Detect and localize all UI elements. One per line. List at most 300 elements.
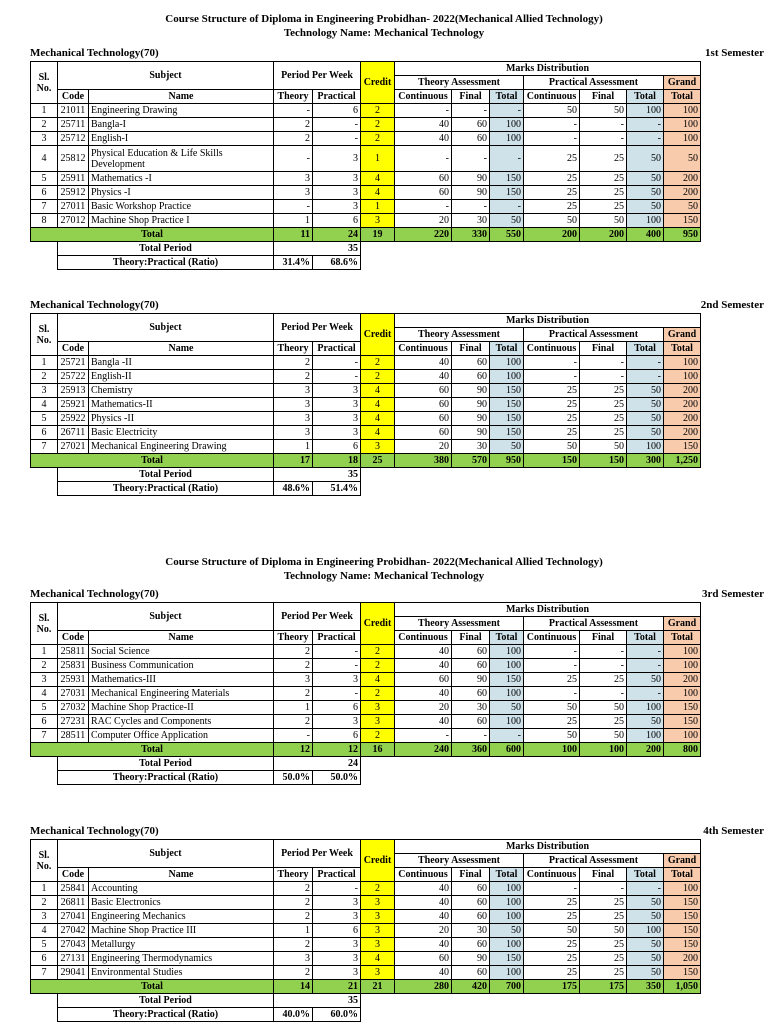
cell-tt: 50 xyxy=(490,214,524,228)
grand-total-header: Total xyxy=(664,868,701,882)
theory-assessment-header: Theory Assessment xyxy=(395,854,524,868)
cell-tf: 30 xyxy=(452,214,490,228)
course-row xyxy=(31,938,701,952)
ratio-label: Theory:Practical (Ratio) xyxy=(58,482,274,496)
cell-tt: 150 xyxy=(490,673,524,687)
cell-tt: - xyxy=(490,729,524,743)
course-name: Physical Education & Life Skills Development xyxy=(89,146,274,172)
cell-pf: 25 xyxy=(580,384,627,398)
course-code: 29041 xyxy=(58,966,89,980)
semester-name: 3rd Semester xyxy=(701,588,764,600)
cell-pr: 6 xyxy=(313,701,361,715)
theory-assessment-header: Theory Assessment xyxy=(395,328,524,342)
theory-total-header: Total xyxy=(490,342,524,356)
total-th: 12 xyxy=(274,743,313,757)
cell-tc: 40 xyxy=(395,356,452,370)
cell-tf: 60 xyxy=(452,882,490,896)
course-code: 27043 xyxy=(58,938,89,952)
period-per-week-header: Period Per Week xyxy=(274,314,361,342)
cell-cr: 4 xyxy=(361,398,395,412)
cell-pc: - xyxy=(524,687,580,701)
course-row xyxy=(31,200,701,214)
subject-header: Subject xyxy=(58,62,274,90)
cell-tc: 60 xyxy=(395,673,452,687)
cell-gt: 50 xyxy=(664,200,701,214)
cell-pr: 6 xyxy=(313,104,361,118)
program-name: Mechanical Technology(70) xyxy=(30,825,159,837)
total-tt: 950 xyxy=(490,454,524,468)
cell-pt: - xyxy=(627,659,664,673)
cell-pt: 50 xyxy=(627,186,664,200)
cell-pr: - xyxy=(313,356,361,370)
cell-tc: 40 xyxy=(395,132,452,146)
total-gt: 950 xyxy=(664,228,701,242)
ratio-practical: 68.6% xyxy=(313,256,361,270)
cell-pt: 50 xyxy=(627,966,664,980)
subject-header: Subject xyxy=(58,603,274,631)
cell-pr: 3 xyxy=(313,172,361,186)
cell-th: - xyxy=(274,200,313,214)
theory-period-header: Theory xyxy=(274,868,313,882)
total-tc: 220 xyxy=(395,228,452,242)
cell-cr: 3 xyxy=(361,938,395,952)
cell-gt: 50 xyxy=(664,146,701,172)
course-name: English-I xyxy=(89,132,274,146)
cell-pt: 100 xyxy=(627,214,664,228)
cell-pt: - xyxy=(627,118,664,132)
cell-pc: 25 xyxy=(524,426,580,440)
cell-tc: 60 xyxy=(395,412,452,426)
practical-continuous-header: Continuous xyxy=(524,868,580,882)
cell-tf: 60 xyxy=(452,132,490,146)
course-row xyxy=(31,715,701,729)
row-serial: 6 xyxy=(31,426,58,440)
cell-th: 2 xyxy=(274,687,313,701)
cell-cr: 2 xyxy=(361,645,395,659)
course-name: Metallurgy xyxy=(89,938,274,952)
cell-pf: 25 xyxy=(580,938,627,952)
practical-period-header: Practical xyxy=(313,868,361,882)
cell-gt: 200 xyxy=(664,384,701,398)
practical-total-header: Total xyxy=(627,868,664,882)
practical-continuous-header: Continuous xyxy=(524,631,580,645)
total-period-label: Total Period xyxy=(58,757,274,771)
cell-th: 2 xyxy=(274,645,313,659)
cell-cr: 4 xyxy=(361,673,395,687)
credit-header: Credit xyxy=(361,840,395,882)
cell-tt: 150 xyxy=(490,186,524,200)
cell-gt: 100 xyxy=(664,132,701,146)
cell-pf: 25 xyxy=(580,910,627,924)
cell-tc: 40 xyxy=(395,966,452,980)
course-row xyxy=(31,966,701,980)
course-row xyxy=(31,426,701,440)
course-code: 27021 xyxy=(58,440,89,454)
course-name: Chemistry xyxy=(89,384,274,398)
cell-cr: 3 xyxy=(361,924,395,938)
cell-tc: 40 xyxy=(395,370,452,384)
cell-gt: 200 xyxy=(664,426,701,440)
total-row xyxy=(31,743,701,757)
cell-cr: 2 xyxy=(361,687,395,701)
code-header: Code xyxy=(58,631,89,645)
course-name: Basic Electronics xyxy=(89,896,274,910)
cell-gt: 200 xyxy=(664,172,701,186)
cell-pr: 3 xyxy=(313,910,361,924)
cell-tf: 60 xyxy=(452,896,490,910)
cell-pf: 25 xyxy=(580,952,627,966)
cell-gt: 150 xyxy=(664,966,701,980)
cell-tt: 100 xyxy=(490,715,524,729)
practical-assessment-header: Practical Assessment xyxy=(524,76,664,90)
course-name: Mathematics-III xyxy=(89,673,274,687)
cell-tc: 60 xyxy=(395,426,452,440)
cell-tt: 100 xyxy=(490,882,524,896)
cell-gt: 100 xyxy=(664,645,701,659)
cell-cr: 2 xyxy=(361,729,395,743)
row-serial: 2 xyxy=(31,370,58,384)
spacer xyxy=(31,468,58,482)
cell-pc: 50 xyxy=(524,214,580,228)
cell-pc: 50 xyxy=(524,104,580,118)
total-tt: 550 xyxy=(490,228,524,242)
total-period-value: 35 xyxy=(274,468,361,482)
course-name: Accounting xyxy=(89,882,274,896)
course-name: Machine Shop Practice-II xyxy=(89,701,274,715)
total-cr: 19 xyxy=(361,228,395,242)
cell-gt: 100 xyxy=(664,370,701,384)
cell-th: 2 xyxy=(274,356,313,370)
cell-tc: 40 xyxy=(395,882,452,896)
total-pc: 150 xyxy=(524,454,580,468)
cell-tf: 60 xyxy=(452,356,490,370)
cell-cr: 3 xyxy=(361,910,395,924)
course-code: 25931 xyxy=(58,673,89,687)
cell-pt: - xyxy=(627,882,664,896)
theory-final-header: Final xyxy=(452,631,490,645)
cell-pf: 25 xyxy=(580,412,627,426)
course-code: 28511 xyxy=(58,729,89,743)
cell-pf: 25 xyxy=(580,715,627,729)
grand-total-header: Total xyxy=(664,631,701,645)
cell-tt: - xyxy=(490,200,524,214)
cell-tf: 90 xyxy=(452,186,490,200)
cell-th: 2 xyxy=(274,715,313,729)
cell-pc: 50 xyxy=(524,701,580,715)
cell-th: 2 xyxy=(274,132,313,146)
row-serial: 2 xyxy=(31,659,58,673)
spacer xyxy=(361,468,701,482)
marks-distribution-header: Marks Distribution xyxy=(395,62,701,76)
cell-pt: 50 xyxy=(627,412,664,426)
cell-pt: 50 xyxy=(627,172,664,186)
course-code: 26711 xyxy=(58,426,89,440)
cell-pt: 100 xyxy=(627,701,664,715)
cell-pc: 25 xyxy=(524,966,580,980)
cell-tc: 40 xyxy=(395,896,452,910)
theory-total-header: Total xyxy=(490,90,524,104)
cell-pr: 6 xyxy=(313,440,361,454)
row-serial: 6 xyxy=(31,715,58,729)
total-period-row xyxy=(31,468,701,482)
spacer xyxy=(361,994,701,1008)
credit-header: Credit xyxy=(361,314,395,356)
cell-th: 1 xyxy=(274,701,313,715)
cell-th: 3 xyxy=(274,172,313,186)
cell-pt: 100 xyxy=(627,104,664,118)
program-name: Mechanical Technology(70) xyxy=(30,588,159,600)
theory-final-header: Final xyxy=(452,342,490,356)
cell-gt: 200 xyxy=(664,952,701,966)
cell-cr: 1 xyxy=(361,146,395,172)
cell-pt: 100 xyxy=(627,440,664,454)
cell-pr: - xyxy=(313,132,361,146)
semester-heading xyxy=(30,587,764,601)
cell-pt: 50 xyxy=(627,384,664,398)
cell-tc: 60 xyxy=(395,384,452,398)
cell-tf: 90 xyxy=(452,952,490,966)
practical-total-header: Total xyxy=(627,631,664,645)
course-name: Engineering Drawing xyxy=(89,104,274,118)
row-serial: 4 xyxy=(31,146,58,172)
total-label: Total xyxy=(31,454,274,468)
cell-pc: - xyxy=(524,882,580,896)
practical-total-header: Total xyxy=(627,342,664,356)
course-row xyxy=(31,104,701,118)
practical-final-header: Final xyxy=(580,631,627,645)
semester-heading xyxy=(30,46,764,60)
row-serial: 5 xyxy=(31,701,58,715)
course-row xyxy=(31,186,701,200)
cell-th: 2 xyxy=(274,118,313,132)
total-th: 11 xyxy=(274,228,313,242)
course-row xyxy=(31,701,701,715)
total-pf: 100 xyxy=(580,743,627,757)
course-code: 25841 xyxy=(58,882,89,896)
cell-tc: 40 xyxy=(395,687,452,701)
cell-pr: 3 xyxy=(313,673,361,687)
total-pr: 24 xyxy=(313,228,361,242)
row-serial: 3 xyxy=(31,384,58,398)
cell-pr: 3 xyxy=(313,952,361,966)
theory-continuous-header: Continuous xyxy=(395,342,452,356)
spacer xyxy=(361,757,701,771)
cell-pf: 25 xyxy=(580,398,627,412)
grand-header: Grand xyxy=(664,617,701,631)
cell-tf: - xyxy=(452,200,490,214)
course-name: Mathematics-II xyxy=(89,398,274,412)
cell-th: 3 xyxy=(274,426,313,440)
cell-tt: 100 xyxy=(490,132,524,146)
total-tf: 330 xyxy=(452,228,490,242)
period-per-week-header: Period Per Week xyxy=(274,603,361,631)
course-name: Physics -II xyxy=(89,412,274,426)
course-row xyxy=(31,118,701,132)
cell-pt: - xyxy=(627,132,664,146)
cell-pt: 50 xyxy=(627,673,664,687)
cell-th: - xyxy=(274,146,313,172)
course-code: 25913 xyxy=(58,384,89,398)
course-code: 25812 xyxy=(58,146,89,172)
course-code: 25722 xyxy=(58,370,89,384)
cell-tc: 40 xyxy=(395,715,452,729)
total-tt: 700 xyxy=(490,980,524,994)
cell-pc: 25 xyxy=(524,673,580,687)
row-serial: 7 xyxy=(31,729,58,743)
course-code: 26811 xyxy=(58,896,89,910)
cell-th: 2 xyxy=(274,896,313,910)
cell-th: - xyxy=(274,729,313,743)
cell-pc: - xyxy=(524,659,580,673)
cell-pt: 50 xyxy=(627,200,664,214)
course-row xyxy=(31,384,701,398)
total-tc: 380 xyxy=(395,454,452,468)
cell-pr: 3 xyxy=(313,398,361,412)
total-pt: 200 xyxy=(627,743,664,757)
cell-cr: 2 xyxy=(361,882,395,896)
cell-pc: - xyxy=(524,370,580,384)
semester-heading xyxy=(30,824,764,838)
cell-tc: 60 xyxy=(395,398,452,412)
cell-tf: 60 xyxy=(452,118,490,132)
cell-th: 3 xyxy=(274,673,313,687)
total-tf: 420 xyxy=(452,980,490,994)
cell-cr: 2 xyxy=(361,104,395,118)
cell-tt: 50 xyxy=(490,440,524,454)
cell-tc: - xyxy=(395,729,452,743)
cell-th: 2 xyxy=(274,370,313,384)
ratio-label: Theory:Practical (Ratio) xyxy=(58,771,274,785)
total-period-value: 35 xyxy=(274,242,361,256)
ratio-label: Theory:Practical (Ratio) xyxy=(58,1008,274,1022)
spacer xyxy=(361,1008,701,1022)
cell-tt: - xyxy=(490,104,524,118)
course-code: 27012 xyxy=(58,214,89,228)
course-row xyxy=(31,645,701,659)
cell-pf: 25 xyxy=(580,200,627,214)
cell-pr: - xyxy=(313,645,361,659)
spacer xyxy=(31,771,58,785)
total-period-value: 24 xyxy=(274,757,361,771)
cell-pr: - xyxy=(313,882,361,896)
total-pt: 400 xyxy=(627,228,664,242)
cell-pr: - xyxy=(313,370,361,384)
cell-tc: 20 xyxy=(395,701,452,715)
cell-tt: - xyxy=(490,146,524,172)
total-gt: 1,250 xyxy=(664,454,701,468)
cell-th: 2 xyxy=(274,966,313,980)
cell-pt: 50 xyxy=(627,398,664,412)
cell-pr: 3 xyxy=(313,426,361,440)
total-tf: 360 xyxy=(452,743,490,757)
course-code: 27041 xyxy=(58,910,89,924)
row-serial: 2 xyxy=(31,896,58,910)
semester-name: 4th Semester xyxy=(703,825,764,837)
cell-gt: 100 xyxy=(664,687,701,701)
cell-tf: 90 xyxy=(452,426,490,440)
cell-tt: 100 xyxy=(490,966,524,980)
cell-pf: 50 xyxy=(580,701,627,715)
cell-pf: - xyxy=(580,132,627,146)
row-serial: 1 xyxy=(31,356,58,370)
name-header: Name xyxy=(89,90,274,104)
theory-assessment-header: Theory Assessment xyxy=(395,617,524,631)
period-per-week-header: Period Per Week xyxy=(274,62,361,90)
name-header: Name xyxy=(89,868,274,882)
marks-distribution-header: Marks Distribution xyxy=(395,840,701,854)
cell-pr: - xyxy=(313,687,361,701)
cell-pc: 25 xyxy=(524,146,580,172)
cell-pc: 25 xyxy=(524,384,580,398)
theory-period-header: Theory xyxy=(274,342,313,356)
cell-pr: 6 xyxy=(313,924,361,938)
cell-pc: 50 xyxy=(524,729,580,743)
cell-tt: 150 xyxy=(490,398,524,412)
cell-pr: 3 xyxy=(313,896,361,910)
cell-pc: 50 xyxy=(524,924,580,938)
course-name: Mechanical Engineering Drawing xyxy=(89,440,274,454)
cell-th: 2 xyxy=(274,882,313,896)
semester-name: 1st Semester xyxy=(705,47,764,59)
cell-tf: 60 xyxy=(452,370,490,384)
cell-pf: 50 xyxy=(580,214,627,228)
total-row xyxy=(31,980,701,994)
cell-pc: - xyxy=(524,645,580,659)
course-code: 25912 xyxy=(58,186,89,200)
practical-total-header: Total xyxy=(627,90,664,104)
sl-no-header: Sl. No. xyxy=(31,603,58,645)
row-serial: 3 xyxy=(31,673,58,687)
cell-pr: 3 xyxy=(313,384,361,398)
total-tc: 240 xyxy=(395,743,452,757)
ratio-row xyxy=(31,1008,701,1022)
course-code: 27031 xyxy=(58,687,89,701)
cell-pf: - xyxy=(580,370,627,384)
cell-th: - xyxy=(274,104,313,118)
cell-cr: 2 xyxy=(361,370,395,384)
course-row xyxy=(31,687,701,701)
spacer xyxy=(361,482,701,496)
total-period-label: Total Period xyxy=(58,242,274,256)
theory-assessment-header: Theory Assessment xyxy=(395,76,524,90)
spacer xyxy=(31,994,58,1008)
row-serial: 4 xyxy=(31,687,58,701)
program-name: Mechanical Technology(70) xyxy=(30,299,159,311)
total-row xyxy=(31,228,701,242)
course-row xyxy=(31,673,701,687)
cell-pf: 25 xyxy=(580,896,627,910)
cell-gt: 150 xyxy=(664,701,701,715)
period-per-week-header: Period Per Week xyxy=(274,840,361,868)
theory-final-header: Final xyxy=(452,90,490,104)
cell-cr: 4 xyxy=(361,384,395,398)
course-table xyxy=(30,602,701,785)
cell-gt: 100 xyxy=(664,882,701,896)
practical-period-header: Practical xyxy=(313,342,361,356)
practical-period-header: Practical xyxy=(313,90,361,104)
cell-tt: 100 xyxy=(490,896,524,910)
cell-tt: 150 xyxy=(490,384,524,398)
cell-cr: 4 xyxy=(361,426,395,440)
cell-pr: 6 xyxy=(313,214,361,228)
total-period-label: Total Period xyxy=(58,994,274,1008)
total-gt: 1,050 xyxy=(664,980,701,994)
course-table xyxy=(30,313,701,496)
cell-pf: - xyxy=(580,118,627,132)
ratio-practical: 60.0% xyxy=(313,1008,361,1022)
course-name: Bangla -II xyxy=(89,356,274,370)
marks-distribution-header: Marks Distribution xyxy=(395,603,701,617)
